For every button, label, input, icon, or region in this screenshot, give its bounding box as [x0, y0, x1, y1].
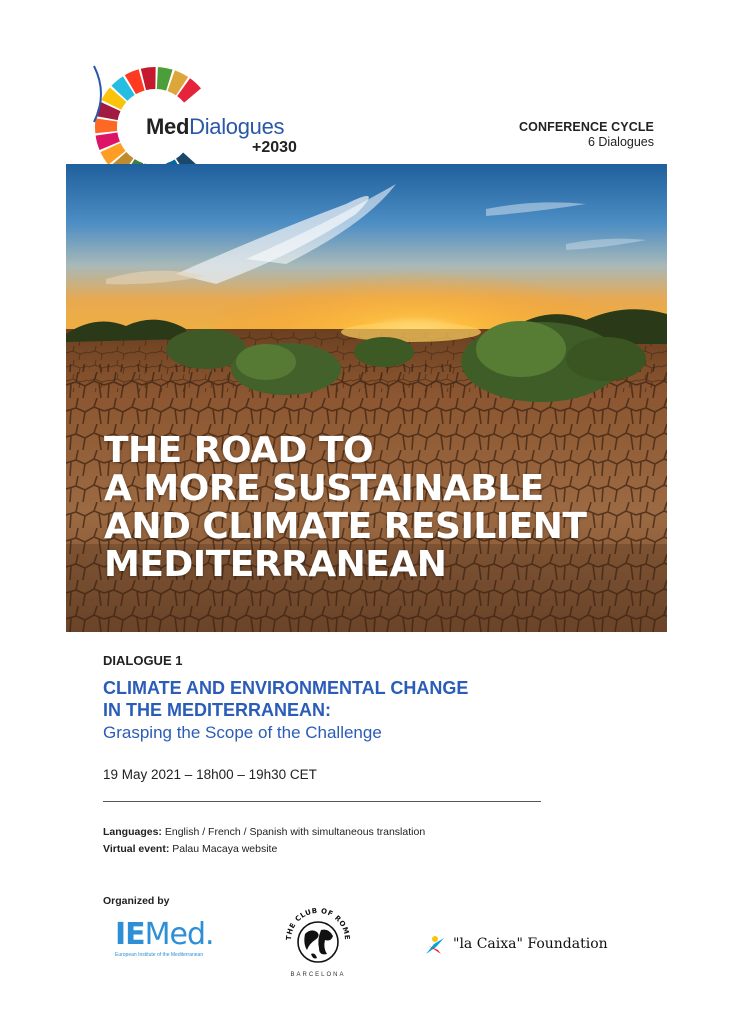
hero-photo — [66, 164, 667, 632]
cycle-title: CONFERENCE CYCLE — [519, 120, 654, 134]
virtual-event-value: Palau Macaya website — [169, 843, 278, 855]
dialogue-subtitle: Grasping the Scope of the Challenge — [103, 723, 382, 742]
dialogue-title-line: CLIMATE AND ENVIRONMENTAL CHANGE — [103, 678, 469, 698]
dialogue-label: DIALOGUE 1 — [103, 653, 183, 668]
divider — [103, 801, 541, 802]
hero-title-line: THE ROAD TO — [104, 430, 374, 471]
languages-value: English / French / Spanish with simultaneous translation — [161, 826, 426, 838]
hero-title-line: A MORE SUSTAINABLE — [104, 468, 544, 509]
logo-year: +2030 — [252, 139, 297, 156]
virtual-event-label: Virtual event: — [103, 843, 170, 855]
dialogue-date: 19 May 2021 – 18h00 – 19h30 CET — [103, 767, 317, 782]
iemed-part2: Med. — [144, 917, 214, 952]
languages-line — [103, 826, 425, 838]
caixa-star-icon — [423, 932, 447, 956]
club-city: BARCELONA — [290, 972, 346, 978]
logo-name-part1: Med — [146, 114, 190, 139]
iemed-part1: IE — [115, 917, 145, 952]
iemed-logo — [115, 917, 214, 958]
organized-by-label: Organized by — [103, 895, 170, 907]
hero-title-line: AND CLIMATE RESILIENT — [104, 506, 587, 547]
hero-title — [104, 432, 586, 584]
dialogue-title-line: IN THE MEDITERRANEAN: — [103, 700, 331, 720]
hero-title-line: MEDITERRANEAN — [104, 544, 447, 585]
iemed-tagline: European Institute of the Mediterranean — [115, 952, 204, 958]
logo-wordmark — [146, 116, 284, 138]
logo-name-part2: Dialogues — [189, 114, 285, 139]
club-name: THE CLUB OF ROME — [284, 906, 352, 941]
virtual-event-line — [103, 843, 277, 855]
iemed-wordmark — [115, 917, 214, 952]
dialogue-title — [103, 677, 468, 721]
club-of-rome-logo — [283, 904, 353, 984]
caixa-name: "la Caixa" Foundation — [453, 936, 608, 952]
la-caixa-foundation-logo — [423, 932, 608, 956]
cycle-count: 6 Dialogues — [587, 135, 654, 149]
logo-bracket-icon — [92, 64, 108, 124]
conference-cycle-info — [519, 120, 654, 149]
languages-label: Languages: — [103, 826, 162, 838]
globe-icon — [283, 904, 353, 970]
